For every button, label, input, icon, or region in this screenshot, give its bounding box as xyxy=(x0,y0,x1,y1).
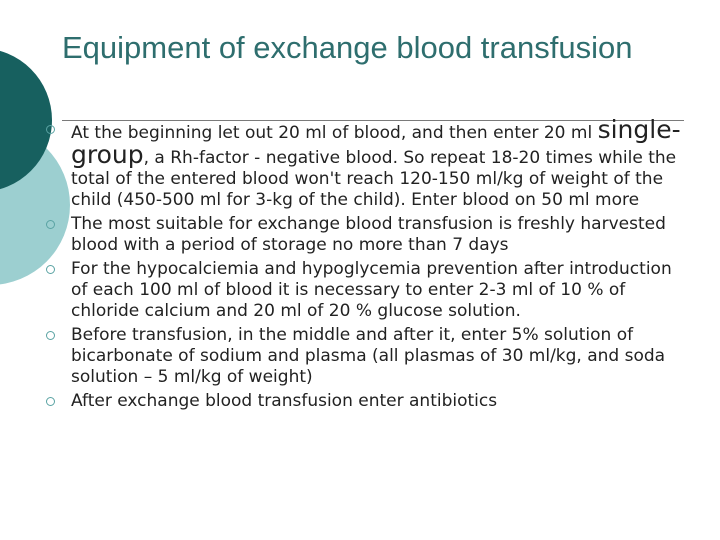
bullet-text: For the hypocalciemia and hypoglycemia prevention after introduction of each 100 ml of blood it is necessary to enter 2-3 ml of 10 % of chloride calcium and 20 ml of 20 % glucose solution. xyxy=(71,259,672,321)
list-item xyxy=(44,115,684,211)
bullet-text: The most suitable for exchange blood transfusion is freshly harvested blood with a period of storage no more than 7 days xyxy=(71,214,666,255)
bullet-circle-icon xyxy=(46,220,55,229)
bullet-text: Before transfusion, in the middle and after it, enter 5% solution of bicarbonate of sodium and plasma (all plasmas of 30 ml/kg, and soda solution – 5 ml/kg of weight) xyxy=(71,325,666,387)
list-item xyxy=(44,325,684,388)
bullet-circle-icon xyxy=(46,397,55,406)
list-item xyxy=(44,391,684,412)
bullet-circle-icon xyxy=(46,125,55,134)
bullet-text: , a Rh-factor - negative blood. So repeat 18-20 times while the total of the entered blood won't reach 120-150 ml/kg of weight of the child (450-500 ml for 3-kg of the child). Enter blood on 50 ml more xyxy=(71,148,677,210)
list-item xyxy=(44,259,684,322)
list-item xyxy=(44,214,684,256)
bullet-circle-icon xyxy=(46,331,55,340)
bullet-text-emphasis: single-group xyxy=(71,115,681,169)
bullet-list xyxy=(44,115,684,415)
bullet-text: After exchange blood transfusion enter antibiotics xyxy=(71,391,498,411)
slide-title: Equipment of exchange blood transfusion xyxy=(62,30,633,65)
bullet-text: At the beginning let out 20 ml of blood, and then enter 20 ml xyxy=(71,123,598,143)
bullet-circle-icon xyxy=(46,265,55,274)
